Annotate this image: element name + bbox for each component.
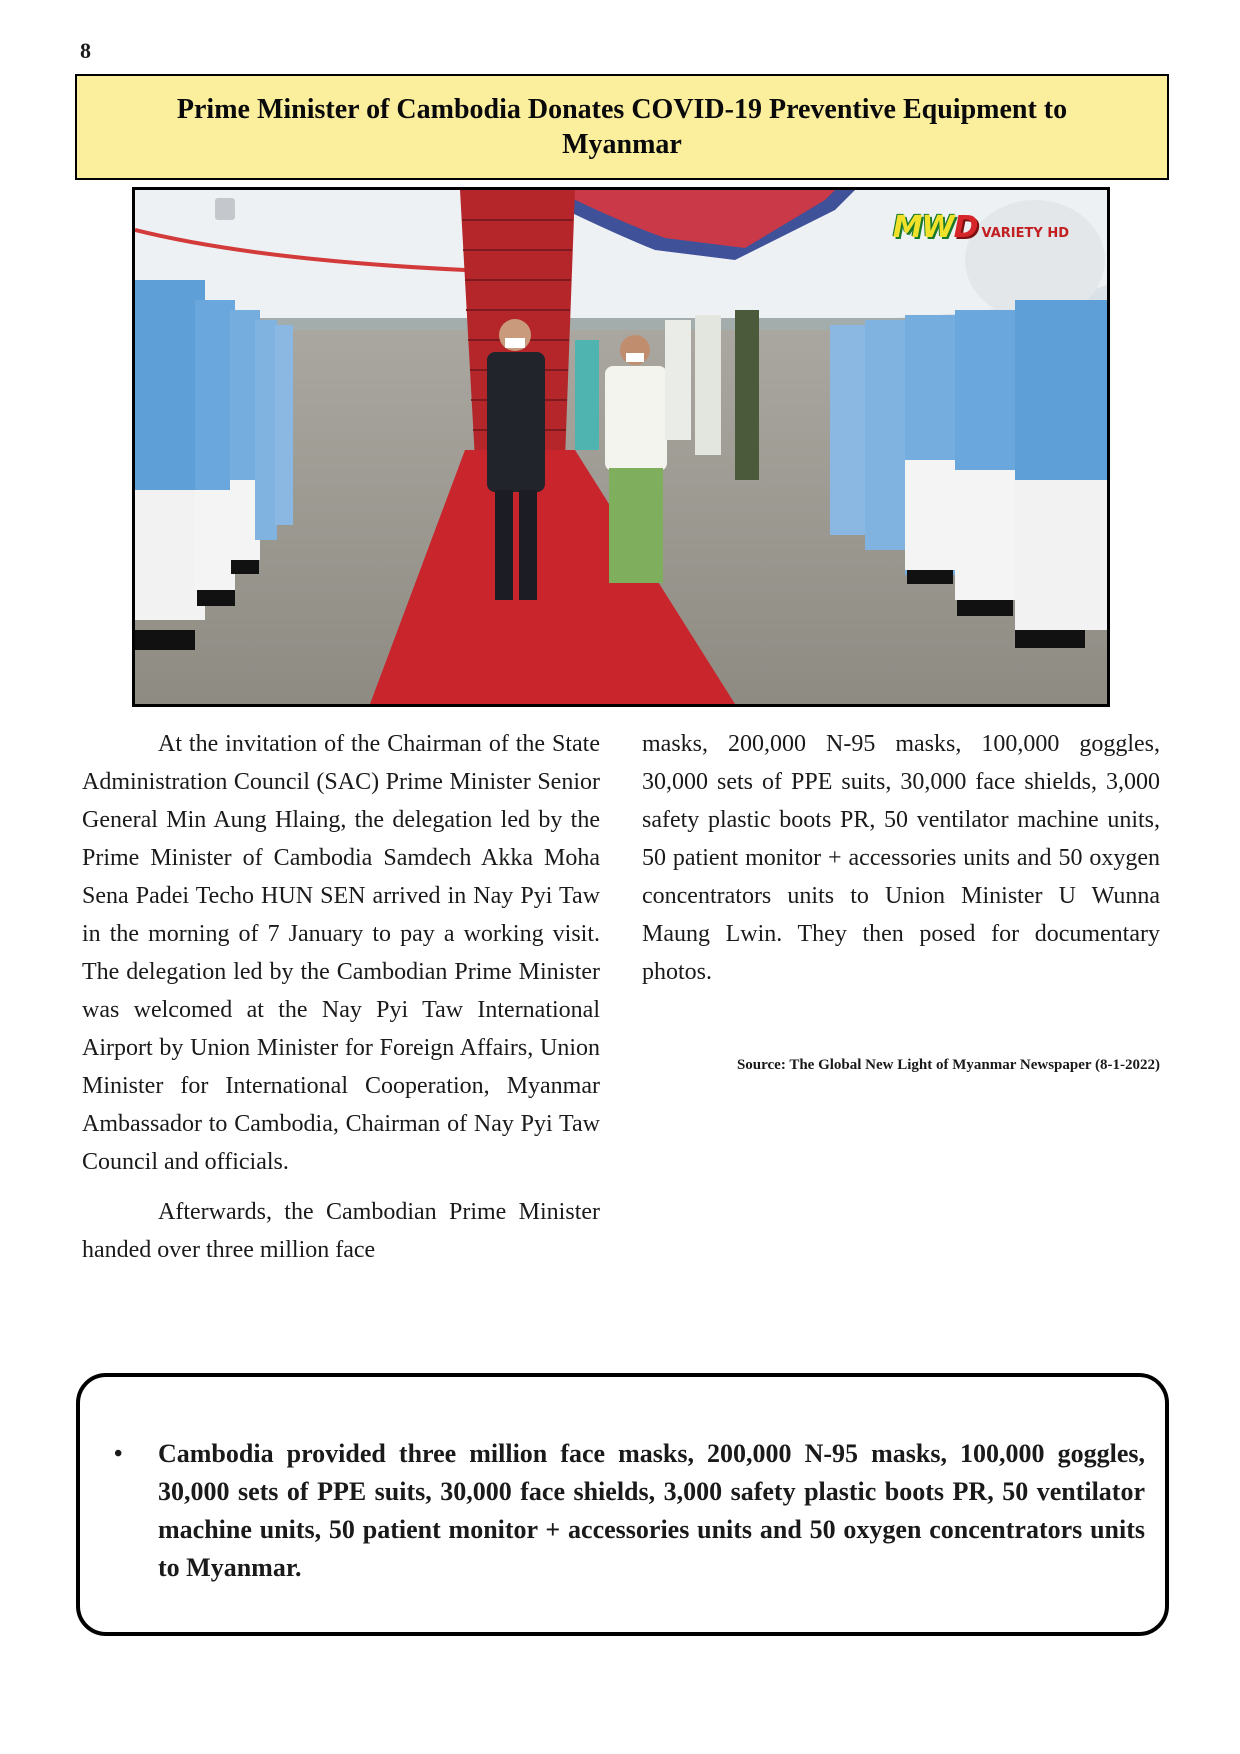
arrival-ceremony-image <box>135 190 1107 704</box>
article-paragraph: Afterwards, the Cambodian Prime Minister handed over three million face <box>82 1199 600 1263</box>
summary-list <box>114 1435 1145 1587</box>
watermark-subtitle: VARIETY HD <box>981 226 1069 241</box>
summary-item <box>114 1435 1145 1587</box>
aircraft-window <box>215 198 235 220</box>
summary-box <box>76 1373 1169 1636</box>
article-column-right <box>642 725 1160 1075</box>
article-paragraph: At the invitation of the Chairman of the State Administration Council (SAC) Prime Minister Senior General Min Aung Hlaing, the delegation led by the Prime Minister of Cambodia Samdech Akka Moha Sena Padei Techo HUN SEN arrived in Nay Pyi Taw in the morning of 7 January to pay a working visit. The delegation led by the Cambodian Prime Minister was welcomed at the Nay Pyi Taw International Airport by Union Minister for Foreign Affairs, Union Minister for International Cooperation, Myanmar Ambassador to Cambodia, Chairman of Nay Pyi Taw Council and officials. <box>82 731 600 1175</box>
title-banner <box>75 74 1169 180</box>
union-minister-figure <box>605 335 667 583</box>
watermark-logo: MW <box>892 210 954 245</box>
summary-text: Cambodia provided three million face masks, 200,000 N-95 masks, 100,000 goggles, 30,000 sets of PPE suits, 30,000 face shields, 3,000 safety plastic boots PR, 50 ventilator machine units, 50 patient monitor + accessories units and 50 oxygen concentrators units to Myanmar. <box>158 1439 1145 1582</box>
article-title: Prime Minister of Cambodia Donates COVID-19 Preventive Equipment to Myanmar <box>176 94 1068 160</box>
watermark-logo-d: D <box>953 210 978 245</box>
page-number: 8 <box>80 38 91 63</box>
article-column-left <box>82 725 600 1269</box>
bullet-icon: • <box>114 1441 123 1467</box>
article-photo <box>132 187 1110 707</box>
article-paragraph: masks, 200,000 N-95 masks, 100,000 goggles, 30,000 sets of PPE suits, 30,000 face shields, 3,000 safety plastic boots PR, 50 ventilator machine units, 50 patient monitor + accessories units and 50 oxygen concentrators units to Union Minister U Wunna Maung Lwin. They then posed for documentary photos. <box>642 731 1160 985</box>
broadcast-watermark <box>893 210 1069 245</box>
source-citation: Source: The Global New Light of Myanmar Newspaper (8-1-2022) <box>736 1057 1160 1073</box>
